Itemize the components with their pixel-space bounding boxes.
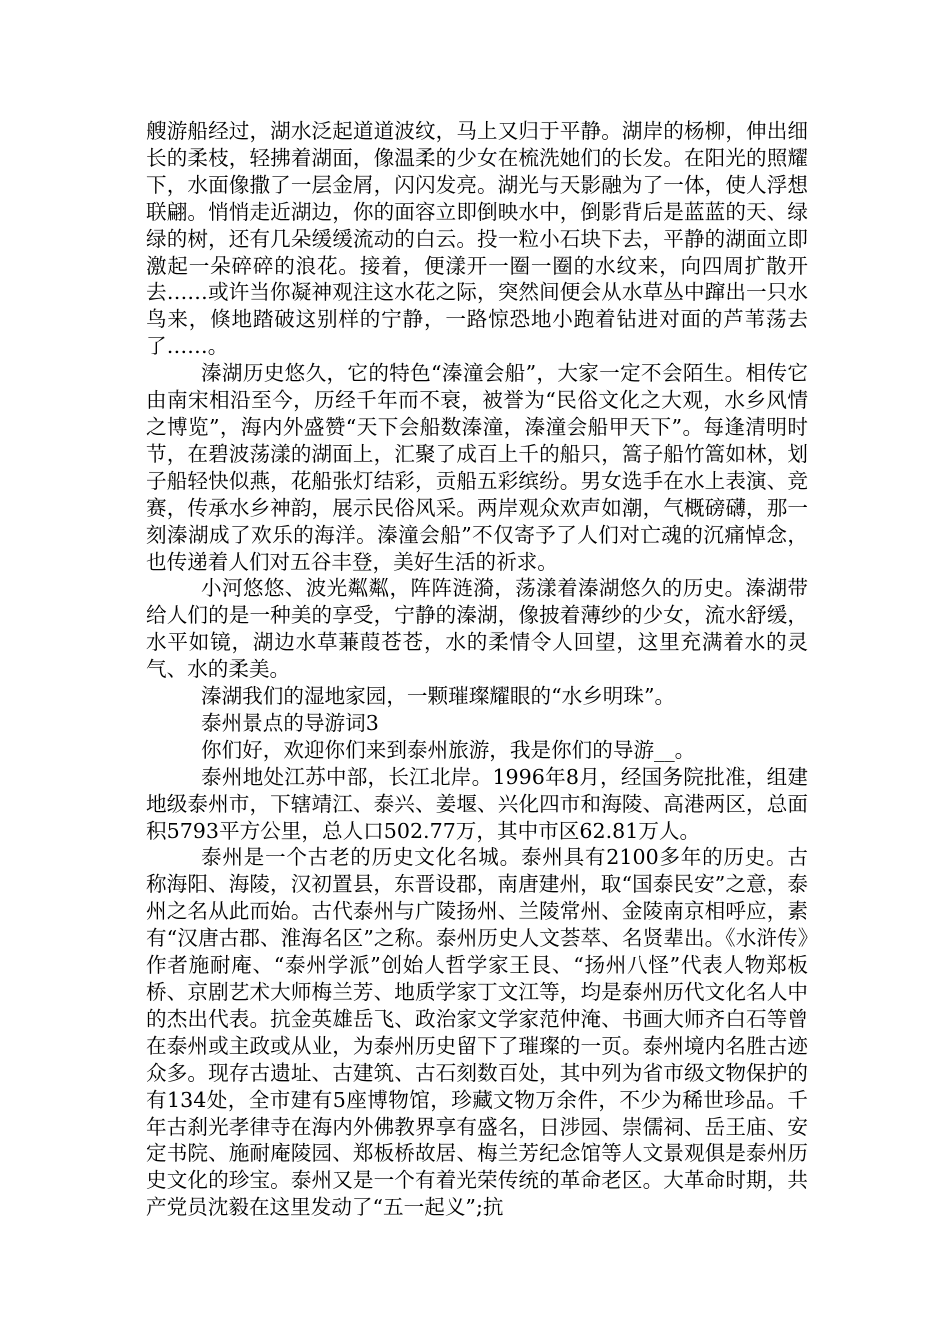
paragraph-qinhu-beauty: 小河悠悠、波光粼粼，阵阵涟漪，荡漾着溱湖悠久的历史。溱湖带给人们的是一种美的享受，宁静的溱湖，像披着薄纱的少女，流水舒缓，水平如镜，湖边水草蒹葭苍苍，水的柔情令人回望，这里充满着水的灵气、水的柔美。 xyxy=(146,576,808,682)
paragraph-taizhou-history: 泰州是一个古老的历史文化名城。泰州具有2100多年的历史。古称海阳、海陵，汉初置县，东晋设郡，南唐建州，取“国泰民安”之意，泰州之名从此而始。古代泰州与广陵扬州、兰陵常州、金陵南京相呼应，素有“汉唐古郡、淮海名区”之称。泰州历史人文荟萃、名贤辈出。《水浒传》作者施耐庵、“泰州学派”创始人哲学家王艮、“扬州八怪”代表人物郑板桥、京剧艺术大师梅兰芳、地质学家丁文江等，均是泰州历代文化名人中的杰出代表。抗金英雄岳飞、政治家文学家范仲淹、书画大师齐白石等曾在泰州或主政或从业，为泰州历史留下了璀璨的一页。泰州境内名胜古迹众多。现存古遗址、古建筑、古石刻数百处，其中列为省市级文物保护的有134处，全市建有5座博物馆，珍藏文物万余件，不少为稀世珍品。千年古刹光孝律寺在海内外佛教界享有盛名，日涉园、崇儒祠、岳王庙、安定书院、施耐庵陵园、郑板桥故居、梅兰芳纪念馆等人文景观俱是泰州历史文化的珍宝。泰州又是一个有着光荣传统的革命老区。大革命时期，共产党员沈毅在这里发动了“五一起义”;抗 xyxy=(146,845,808,1220)
paragraph-wetland-home: 溱湖我们的湿地家园，一颗璀璨耀眼的“水乡明珠”。 xyxy=(201,684,676,709)
section-heading-tour-guide-3: 泰州景点的导游词3 xyxy=(201,710,379,735)
paragraph-qintong-boat-festival: 溱湖历史悠久，它的特色“溱潼会船”，大家一定不会陌生。相传它由南宋相沿至今，历经千年而不衰，被誉为“民俗文化之大观，水乡风情之博览”，海内外盛赞“天下会船数溱潼，溱潼会船甲天下”。每逢清明时节，在碧波荡漾的湖面上，汇聚了成百上千的船只，篙子船竹篙如林，划子船轻快似燕，花船张灯结彩，贡船五彩缤纷。男女选手在水上表演、竞赛，传承水乡神韵，展示民俗风采。两岸观众欢声如潮，气概磅礴，那一刻溱湖成了欢乐的海洋。溱潼会船”不仅寄予了人们对亡魂的沉痛悼念，也传递着人们对五谷丰登，美好生活的祈求。 xyxy=(146,361,808,574)
paragraph-taizhou-geography: 泰州地处江苏中部，长江北岸。1996年8月，经国务院批准，组建地级泰州市，下辖靖江、泰兴、姜堰、兴化四市和海陵、高港两区，总面积5793平方公里，总人口502.77万，其中市区62.81万人。 xyxy=(146,764,808,843)
paragraph-greeting: 你们好，欢迎你们来到泰州旅游，我是你们的导游__。 xyxy=(201,737,696,762)
paragraph-lake-scenery: 艘游船经过，湖水泛起道道波纹，马上又归于平静。湖岸的杨柳，伸出细长的柔枝，轻拂着湖面，像温柔的少女在梳洗她们的长发。在阳光的照耀下，水面像撒了一层金屑，闪闪发亮。湖光与天影融为了一体，使人浮想联翩。悄悄走近湖边，你的面容立即倒映水中，倒影背后是蓝蓝的天、绿绿的树，还有几朵缓缓流动的白云。投一粒小石块下去，平静的湖面立即激起一朵碎碎的浪花。接着，便漾开一圈一圈的水纹来，向四周扩散开去……或许当你凝神观注这水花之际，突然间便会从水草丛中蹿出一只水鸟来，倏地踏破这别样的宁静，一路惊恐地小跑着钻进对面的芦苇荡去了……。 xyxy=(146,119,808,359)
document-page xyxy=(146,118,808,1221)
